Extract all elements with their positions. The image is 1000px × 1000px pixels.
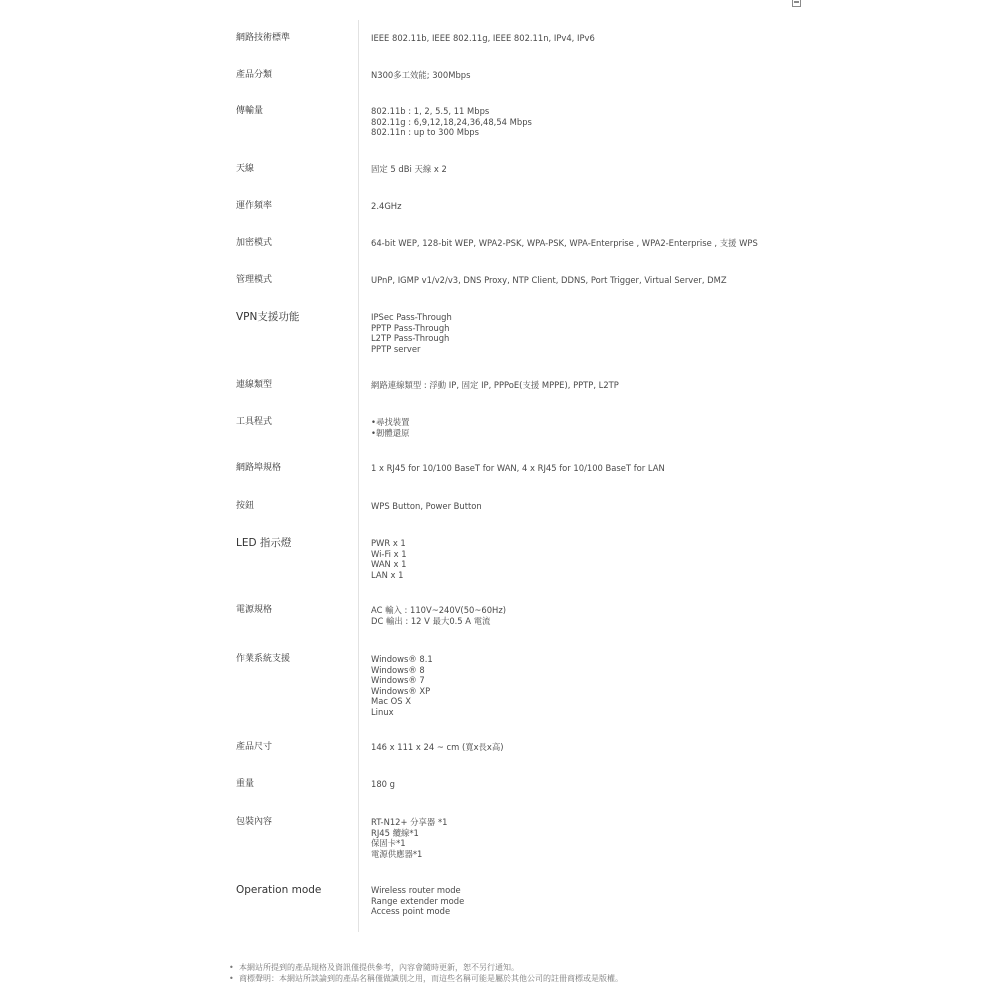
spec-value-line: 2.4GHz xyxy=(371,201,402,211)
spec-label: 網路技術標準 xyxy=(236,33,291,43)
spec-value-line: DC 輸出 : 12 V 最大0.5 A 電流 xyxy=(371,615,491,626)
spec-value xyxy=(371,164,891,175)
spec-value-line: Windows® 8 xyxy=(371,664,425,675)
spec-label: 按鈕 xyxy=(236,501,255,511)
spec-value-line: N300多工效能; 300Mbps xyxy=(371,70,471,80)
spec-value-line: AC 輸入 : 110V~240V(50~60Hz) xyxy=(371,605,506,615)
spec-label: 連線類型 xyxy=(236,380,273,390)
spec-value-line: •尋找裝置 xyxy=(371,417,410,427)
spec-label: 產品尺寸 xyxy=(236,742,273,752)
spec-value-line: LAN x 1 xyxy=(371,569,404,580)
spec-value-line: IEEE 802.11b, IEEE 802.11g, IEEE 802.11n, IPv4, IPv6 xyxy=(371,33,595,43)
spec-value-line: 電源供應器*1 xyxy=(371,848,423,859)
spec-value xyxy=(371,417,891,438)
spec-value-line: 146 x 111 x 24 ~ cm (寬x長x高) xyxy=(371,742,504,752)
spec-value-line: Linux xyxy=(371,706,394,717)
spec-label: 產品分類 xyxy=(236,70,273,80)
spec-value-line: RT-N12+ 分享器 *1 xyxy=(371,817,448,827)
spec-value xyxy=(371,538,891,580)
spec-value xyxy=(371,33,891,44)
spec-value-line: 180 g xyxy=(371,779,395,789)
spec-value-line: 保固卡*1 xyxy=(371,838,406,848)
spec-value-line: •韌體還原 xyxy=(371,427,410,438)
spec-value-line: 固定 5 dBi 天線 x 2 xyxy=(371,164,447,174)
spec-value xyxy=(371,654,891,717)
spec-value xyxy=(371,885,891,917)
footnote-bullet: • xyxy=(229,973,234,983)
spec-value xyxy=(371,501,891,512)
spec-value-line: PPTP Pass-Through xyxy=(371,322,450,333)
spec-value-line: Windows® 7 xyxy=(371,675,425,685)
spec-value-line: 1 x RJ45 for 10/100 BaseT for WAN, 4 x RJ45 for 10/100 BaseT for LAN xyxy=(371,463,665,473)
spec-value-line: RJ45 纜線*1 xyxy=(371,827,419,838)
spec-label: 工具程式 xyxy=(236,417,273,427)
footnote-text: 商標聲明：本網站所談論到的產品名稱僅做識別之用，而這些名稱可能是屬於其他公司的註冊商標或是版權。 xyxy=(239,973,623,983)
spec-value xyxy=(371,312,891,354)
spec-value-line: 64-bit WEP, 128-bit WEP, WPA2-PSK, WPA-PSK, WPA-Enterprise , WPA2-Enterprise , 支援 WPS xyxy=(371,238,758,248)
spec-value-line: 802.11n : up to 300 Mbps xyxy=(371,127,479,137)
spec-label: Operation mode xyxy=(236,884,322,896)
spec-value xyxy=(371,238,891,249)
spec-value-line: 802.11b : 1, 2, 5.5, 11 Mbps xyxy=(371,106,490,116)
spec-value xyxy=(371,275,891,286)
spec-label: 重量 xyxy=(236,779,255,789)
spec-value-line: Wireless router mode xyxy=(371,885,461,895)
spec-value-line: PPTP server xyxy=(371,343,421,354)
spec-label: VPN支援功能 xyxy=(236,311,300,323)
spec-value-line: Windows® 8.1 xyxy=(371,654,433,664)
spec-value-line: IPSec Pass-Through xyxy=(371,312,452,322)
spec-value-line: WPS Button, Power Button xyxy=(371,501,482,511)
footnote xyxy=(229,963,929,974)
spec-value-line: Access point mode xyxy=(371,906,451,916)
spec-value xyxy=(371,742,891,753)
footnote xyxy=(229,974,929,985)
footnote-text: 本網站所提到的產品規格及資訊僅提供參考，內容會隨時更新，恕不另行通知。 xyxy=(239,963,519,972)
footnotes xyxy=(229,963,929,984)
spec-label: 管理模式 xyxy=(236,275,273,285)
spec-label: 加密模式 xyxy=(236,238,273,248)
spec-value-line: WAN x 1 xyxy=(371,559,407,569)
spec-value-line: UPnP, IGMP v1/v2/v3, DNS Proxy, NTP Client, DDNS, Port Trigger, Virtual Server, DMZ xyxy=(371,275,727,285)
spec-value xyxy=(371,779,891,790)
spec-value-line: Wi-Fi x 1 xyxy=(371,548,407,559)
spec-label: 傳輸量 xyxy=(236,106,264,116)
spec-value xyxy=(371,380,891,391)
spec-value-line: 802.11g : 6,9,12,18,24,36,48,54 Mbps xyxy=(371,116,532,127)
column-divider xyxy=(358,20,359,932)
footnote-bullet: • xyxy=(229,963,234,972)
spec-value-line: 網路連線類型 : 浮動 IP, 固定 IP, PPPoE(支援 MPPE), PPTP, L2TP xyxy=(371,380,619,390)
spec-value-line: Mac OS X xyxy=(371,696,411,706)
spec-value-line: PWR x 1 xyxy=(371,538,406,548)
spec-value xyxy=(371,106,891,138)
spec-label: 運作頻率 xyxy=(236,201,273,211)
spec-value xyxy=(371,201,891,212)
spec-label: 作業系統支援 xyxy=(236,654,291,664)
spec-value xyxy=(371,817,891,859)
spec-value xyxy=(371,70,891,81)
spec-value-line: Range extender mode xyxy=(371,895,465,906)
spec-value xyxy=(371,463,891,474)
spec-value xyxy=(371,605,891,626)
spec-label: 網路埠規格 xyxy=(236,463,282,473)
spec-label: 電源規格 xyxy=(236,605,273,615)
spec-label: 天線 xyxy=(236,164,255,174)
spec-label: 包裝內容 xyxy=(236,817,273,827)
spec-value-line: Windows® XP xyxy=(371,685,431,696)
spec-value-line: L2TP Pass-Through xyxy=(371,333,450,343)
spec-label: LED 指示燈 xyxy=(236,537,292,549)
